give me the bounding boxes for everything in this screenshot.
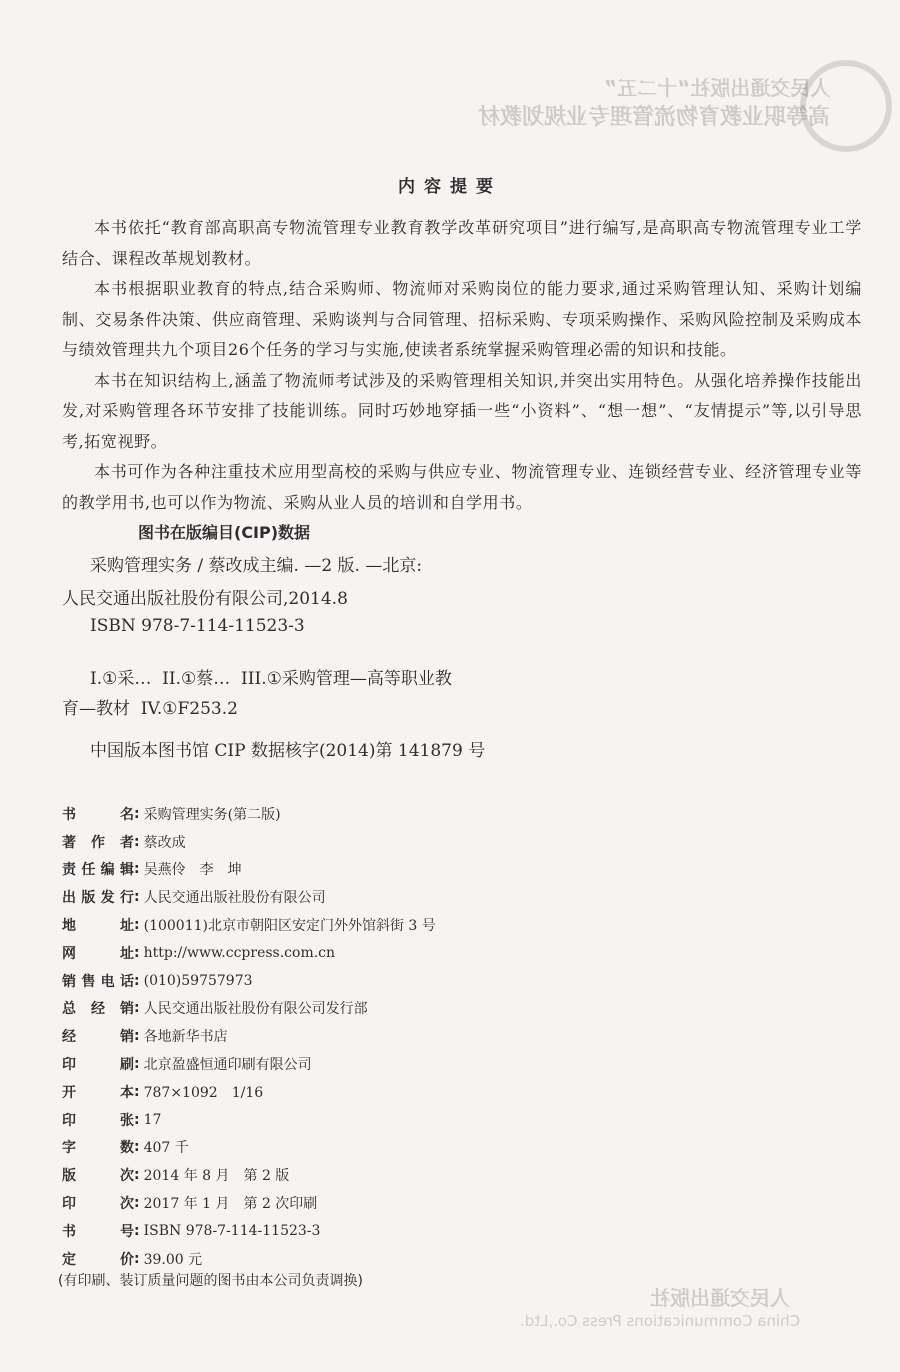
info-colon: : <box>134 1222 140 1239</box>
info-label: 责任编辑 <box>62 862 134 879</box>
info-label: 印刷 <box>62 1057 134 1074</box>
info-value: 人民交通出版社股份有限公司 <box>143 890 326 907</box>
info-colon: : <box>134 805 140 822</box>
info-value: 787×1092 1/16 <box>143 1084 264 1101</box>
info-row <box>62 1189 862 1217</box>
info-label: 地址 <box>62 918 134 935</box>
info-value: (100011)北京市朝阳区安定门外外馆斜街 3 号 <box>143 918 436 935</box>
info-colon: : <box>134 833 140 850</box>
info-colon: : <box>134 972 140 989</box>
info-label: 总经销 <box>62 1001 134 1018</box>
info-value: 407 千 <box>143 1140 189 1157</box>
info-colon: : <box>134 917 140 934</box>
info-label: 印次 <box>62 1196 134 1213</box>
abstract-paragraph: 本书在知识结构上,涵盖了物流师考试涉及的采购管理相关知识,并突出实用特色。从强化培养操作技能出发,对采购管理各环节安排了技能训练。同时巧妙地穿插一些“小资料”、“想一想”、“友情提示”等,以引导思考,拓宽视野。 <box>62 370 862 451</box>
info-value: 人民交通出版社股份有限公司发行部 <box>143 1001 368 1018</box>
abstract-paragraph: 本书根据职业教育的特点,结合采购师、物流师对采购岗位的能力要求,通过采购管理认知、采购计划编制、交易条件决策、供应商管理、采购谈判与合同管理、招标采购、专项采购操作、采购风险控制及采购成本与绩效管理共九个项目26个任务的学习与实施,使读者系统掌握采购管理必需的知识和技能。 <box>62 279 862 359</box>
info-label: 开本 <box>62 1084 134 1101</box>
info-colon: : <box>134 1139 140 1156</box>
cip-line: ISBN 978-7-114-11523-3 <box>90 616 305 636</box>
info-colon: : <box>134 944 140 961</box>
info-value: 17 <box>143 1111 162 1128</box>
quality-note: (有印刷、装订质量问题的图书由本公司负责调换) <box>58 1273 363 1289</box>
info-row <box>62 1106 862 1134</box>
info-row <box>62 1050 862 1078</box>
info-value: 各地新华书店 <box>143 1029 228 1046</box>
info-label: 印张 <box>62 1112 134 1129</box>
bleed-through-series-line: 人民交通出版社“十二五” <box>603 76 830 100</box>
info-label: 网址 <box>62 945 134 962</box>
info-colon: : <box>134 1028 140 1045</box>
publication-info-table <box>62 800 862 1273</box>
info-label: 销售电话 <box>62 973 134 990</box>
info-row <box>62 1217 862 1245</box>
info-colon: : <box>134 1056 140 1073</box>
info-label: 版次 <box>62 1168 134 1185</box>
info-value: 北京盈盛恒通印刷有限公司 <box>143 1057 312 1074</box>
info-row <box>62 1161 862 1189</box>
info-colon: : <box>134 861 140 878</box>
info-label: 书名 <box>62 806 134 823</box>
abstract-paragraph: 本书依托“教育部高职高专物流管理专业教育教学改革研究项目”进行编写,是高职高专物流管理专业工学结合、课程改革规划教材。 <box>62 218 862 268</box>
info-value: 蔡改成 <box>143 834 186 851</box>
info-value: 2017 年 1 月 第 2 次印刷 <box>143 1196 318 1213</box>
info-value: http://www.ccpress.com.cn <box>143 944 336 961</box>
info-colon: : <box>134 1250 140 1267</box>
abstract-paragraph: 本书可作为各种注重技术应用型高校的采购与供应专业、物流管理专业、连锁经营专业、经济管理专业等的教学用书,也可以作为物流、采购从业人员的培训和自学用书。 <box>62 462 862 512</box>
cip-line: 采购管理实务 / 蔡改成主编. —2 版. —北京: <box>90 556 423 576</box>
info-value: ISBN 978-7-114-11523-3 <box>143 1222 321 1239</box>
abstract-title: 内容提要 <box>398 177 502 197</box>
info-row <box>62 911 862 939</box>
bleed-through-series-title: 高等职业教育物流管理专业规划教材 <box>477 105 830 130</box>
abstract-body <box>62 213 862 518</box>
info-colon: : <box>134 1083 140 1100</box>
info-value: 39.00 元 <box>143 1251 203 1268</box>
cip-line: 育—教材 IV.①F253.2 <box>62 699 238 719</box>
info-value: (010)59757973 <box>143 972 253 989</box>
info-row <box>62 828 862 856</box>
info-row <box>62 856 862 884</box>
info-label: 经销 <box>62 1029 134 1046</box>
cip-line: 人民交通出版社股份有限公司,2014.8 <box>62 589 348 609</box>
info-label: 定价 <box>62 1251 134 1268</box>
info-row <box>62 995 862 1023</box>
info-row <box>62 800 862 828</box>
info-value: 吴燕伶 李 坤 <box>143 862 242 879</box>
info-label: 字数 <box>62 1140 134 1157</box>
info-row <box>62 967 862 995</box>
info-colon: : <box>134 1000 140 1017</box>
cip-heading: 图书在版编目(CIP)数据 <box>138 523 311 542</box>
info-value: 2014 年 8 月 第 2 版 <box>143 1168 290 1185</box>
info-row <box>62 1134 862 1162</box>
cip-line: 中国版本图书馆 CIP 数据核字(2014)第 141879 号 <box>90 741 486 761</box>
bleed-through-publisher-en: China Communications Press Co.,Ltd. <box>519 1312 800 1330</box>
info-colon: : <box>134 1111 140 1128</box>
info-value: 采购管理实务(第二版) <box>143 806 281 823</box>
bleed-through-publisher-cn: 人民交通出版社 <box>650 1286 790 1310</box>
info-row <box>62 939 862 967</box>
info-row <box>62 883 862 911</box>
info-colon: : <box>134 889 140 906</box>
info-colon: : <box>134 1195 140 1212</box>
info-row <box>62 1022 862 1050</box>
info-label: 著作者 <box>62 834 134 851</box>
info-label: 书号 <box>62 1223 134 1240</box>
info-row <box>62 1245 862 1273</box>
info-row <box>62 1078 862 1106</box>
info-colon: : <box>134 1167 140 1184</box>
cip-line: I.①采… II.①蔡… III.①采购管理—高等职业教 <box>90 669 452 689</box>
info-label: 出版发行 <box>62 890 134 907</box>
